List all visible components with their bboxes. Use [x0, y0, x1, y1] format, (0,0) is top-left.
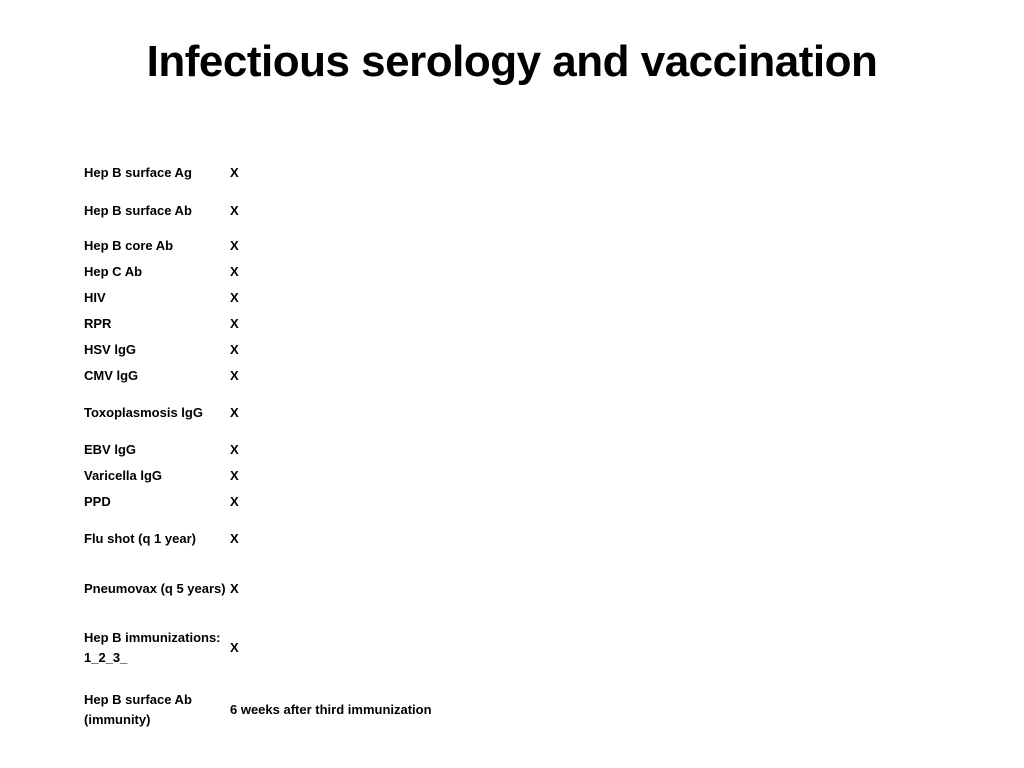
test-status: X: [230, 316, 239, 331]
test-status: X: [230, 368, 239, 383]
page-title: Infectious serology and vaccination: [146, 37, 878, 86]
serology-table: [84, 157, 504, 739]
test-status: X: [230, 290, 239, 305]
test-name: Hep B surface Ag: [84, 165, 192, 180]
table-row: [84, 311, 504, 337]
table-row: [84, 189, 504, 233]
table-row: [84, 157, 504, 189]
test-status: X: [230, 238, 239, 253]
test-name: RPR: [84, 316, 112, 331]
test-status: X: [230, 531, 239, 546]
test-name: Hep B surface Ab (immunity): [84, 692, 192, 727]
test-name: Flu shot (q 1 year): [84, 531, 196, 546]
table-row: [84, 437, 504, 463]
test-name: HSV lgG: [84, 342, 137, 357]
test-status: X: [230, 442, 239, 457]
test-status: X: [230, 203, 239, 218]
test-status: X: [230, 342, 239, 357]
test-name: Hep B surface Ab: [84, 203, 192, 218]
table-row: [84, 489, 504, 515]
test-name: EBV lgG: [84, 442, 137, 457]
test-status: X: [230, 640, 239, 655]
test-name: Varicella lgG: [84, 468, 163, 483]
test-status: X: [230, 405, 239, 420]
test-status: X: [230, 468, 239, 483]
test-name: CMV lgG: [84, 368, 139, 383]
test-status: X: [230, 165, 239, 180]
table-row: [84, 337, 504, 363]
test-name: HIV: [84, 290, 106, 305]
test-status: 6 weeks after third immunization: [230, 702, 432, 717]
table-row: [84, 463, 504, 489]
test-status: X: [230, 494, 239, 509]
table-row: [84, 563, 504, 615]
table-row: [84, 285, 504, 311]
test-name: PPD: [84, 494, 111, 509]
test-status: X: [230, 264, 239, 279]
table-row: [84, 363, 504, 389]
test-name: Hep B core Ab: [84, 238, 174, 253]
test-status: X: [230, 581, 239, 596]
table-row: [84, 259, 504, 285]
table-row: [84, 681, 504, 739]
table-row: [84, 389, 504, 437]
test-name: Hep C Ab: [84, 264, 143, 279]
table-row: [84, 615, 504, 681]
test-name: Pneumovax (q 5 years): [84, 581, 226, 596]
test-name: Toxoplasmosis lgG: [84, 405, 203, 420]
table-row: [84, 233, 504, 259]
test-name: Hep B immunizations: 1_2_3_: [84, 630, 221, 665]
table-row: [84, 515, 504, 563]
